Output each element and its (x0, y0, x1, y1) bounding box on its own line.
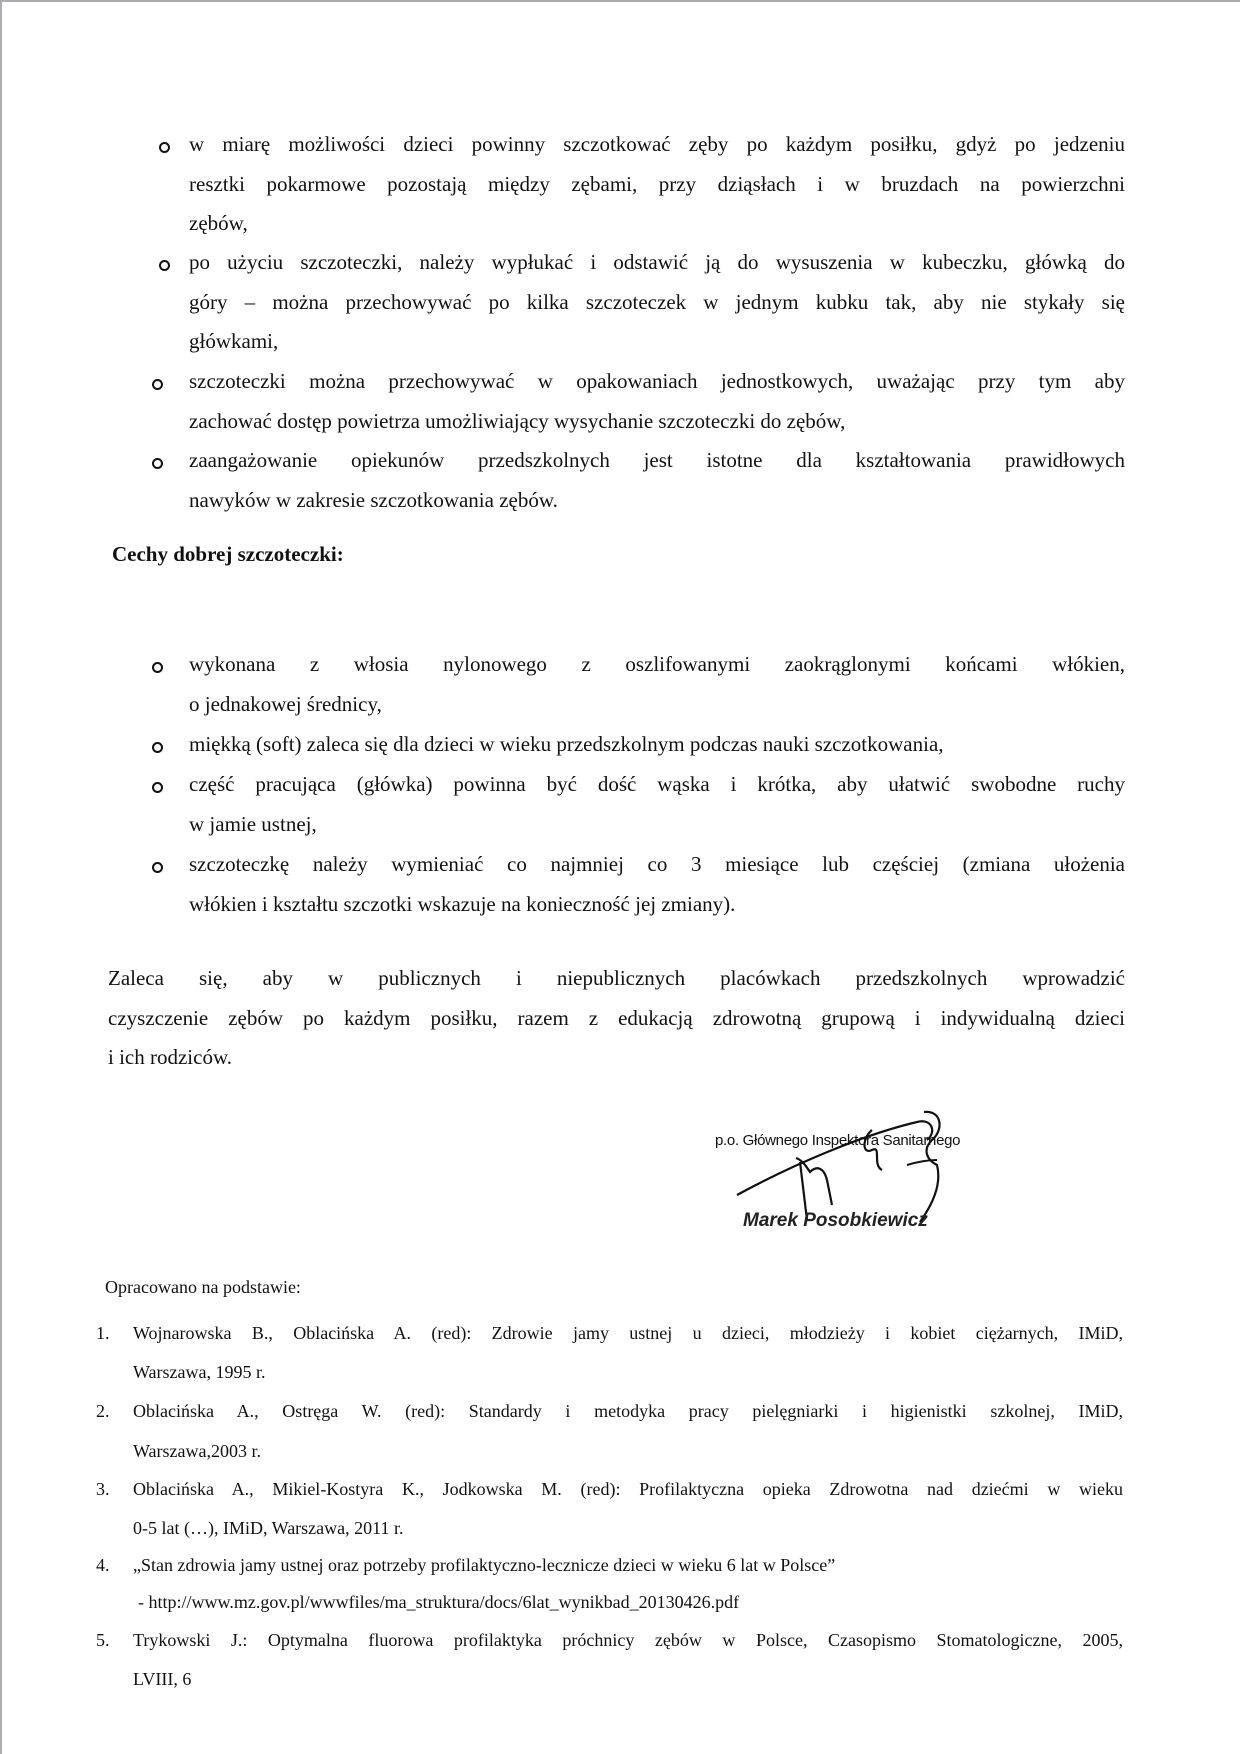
list-item-line: miękką (soft) zaleca się dla dzieci w wieku przedszkolnym podczas nauki szczotkowania, (189, 732, 944, 756)
reference-number: 2. (96, 1401, 110, 1421)
bullet-icon (159, 260, 170, 271)
paragraph-line: czyszczenie zębów po każdym posiłku, razem z edukacją zdrowotną grupową i indywidualną dzieci (108, 1006, 1125, 1030)
bullet-icon (152, 742, 163, 753)
list-item-line: resztki pokarmowe pozostają między zębami, przy dziąsłach i w bruzdach na powierzchni (189, 172, 1125, 196)
reference-line: Trykowski J.: Optymalna fluorowa profilaktyka próchnicy zębów w Polsce, Czasopismo Stomatologiczne, 2005, (133, 1630, 1123, 1650)
reference-line: LVIII, 6 (133, 1669, 192, 1689)
bullet-icon (152, 379, 163, 390)
list-item-line: szczoteczkę należy wymieniać co najmniej co 3 miesiące lub częściej (zmiana ułożenia (189, 852, 1125, 876)
reference-number: 4. (96, 1555, 110, 1575)
reference-line: Wojnarowska B., Oblacińska A. (red): Zdrowie jamy ustnej u dzieci, młodzieży i kobiet ciężarnych, IMiD, (133, 1323, 1123, 1343)
reference-line: „Stan zdrowia jamy ustnej oraz potrzeby profilaktyczno-lecznicze dzieci w wieku 6 lat w Polsce” (133, 1555, 836, 1575)
bullet-icon (152, 862, 163, 873)
list-item-line: wykonana z włosia nylonowego z oszlifowanymi zaokrąglonymi końcami włókien, (189, 652, 1125, 676)
list-item-line: w miarę możliwości dzieci powinny szczotkować zęby po każdym posiłku, gdyż po jedzeniu (189, 132, 1125, 156)
signatory-name: Marek Posobkiewicz (743, 1210, 928, 1231)
list-item-line: o jednakowej średnicy, (189, 692, 382, 716)
list-item-line: zębów, (189, 211, 248, 235)
paragraph-line: Zaleca się, aby w publicznych i niepublicznych placówkach przedszkolnych wprowadzić (108, 966, 1125, 990)
section-heading: Cechy dobrej szczoteczki: (112, 542, 344, 566)
list-item-line: główkami, (189, 329, 279, 353)
reference-number: 1. (96, 1323, 110, 1343)
sources-heading: Opracowano na podstawie: (105, 1277, 301, 1297)
list-item-line: w jamie ustnej, (189, 812, 317, 836)
list-item-line: szczoteczki można przechowywać w opakowaniach jednostkowych, uważając przy tym aby (189, 369, 1125, 393)
list-item-line: góry – można przechowywać po kilka szczoteczek w jednym kubku tak, aby nie stykały się (189, 290, 1125, 314)
reference-line: Warszawa, 1995 r. (133, 1362, 266, 1382)
bullet-icon (159, 142, 170, 153)
bullet-icon (152, 782, 163, 793)
paragraph-line: i ich rodziców. (108, 1045, 233, 1069)
reference-line: Warszawa,2003 r. (133, 1441, 262, 1461)
bullet-icon (152, 662, 163, 673)
list-item-line: zachować dostęp powietrza umożliwiający wysychanie szczoteczki do zębów, (189, 409, 846, 433)
list-item-line: część pracująca (główka) powinna być dość wąska i krótka, aby ułatwić swobodne ruchy (189, 772, 1125, 796)
reference-link[interactable]: - http://www.mz.gov.pl/wwwfiles/ma_struktura/docs/6lat_wynikbad_20130426.pdf (138, 1592, 740, 1612)
reference-line: Oblacińska A., Mikiel-Kostyra K., Jodkowska M. (red): Profilaktyczna opieka Zdrowotna nad dziećmi w wieku (133, 1479, 1123, 1499)
signatory-title: p.o. Głównego Inspektora Sanitarnego (715, 1132, 961, 1149)
list-item-line: nawyków w zakresie szczotkowania zębów. (189, 488, 558, 512)
list-item-line: po użyciu szczoteczki, należy wypłukać i odstawić ją do wysuszenia w kubeczku, główką do (189, 250, 1125, 274)
list-item-line: włókien i kształtu szczotki wskazuje na konieczność jej zmiany). (189, 892, 736, 916)
reference-number: 5. (96, 1630, 110, 1650)
list-item-line: zaangażowanie opiekunów przedszkolnych jest istotne dla kształtowania prawidłowych (189, 448, 1125, 472)
reference-number: 3. (96, 1479, 110, 1499)
bullet-icon (152, 458, 163, 469)
reference-line: 0-5 lat (…), IMiD, Warszawa, 2011 r. (133, 1518, 404, 1538)
reference-line: Oblacińska A., Ostręga W. (red): Standardy i metodyka pracy pielęgniarki i higienistki szkolnej, IMiD, (133, 1401, 1123, 1421)
